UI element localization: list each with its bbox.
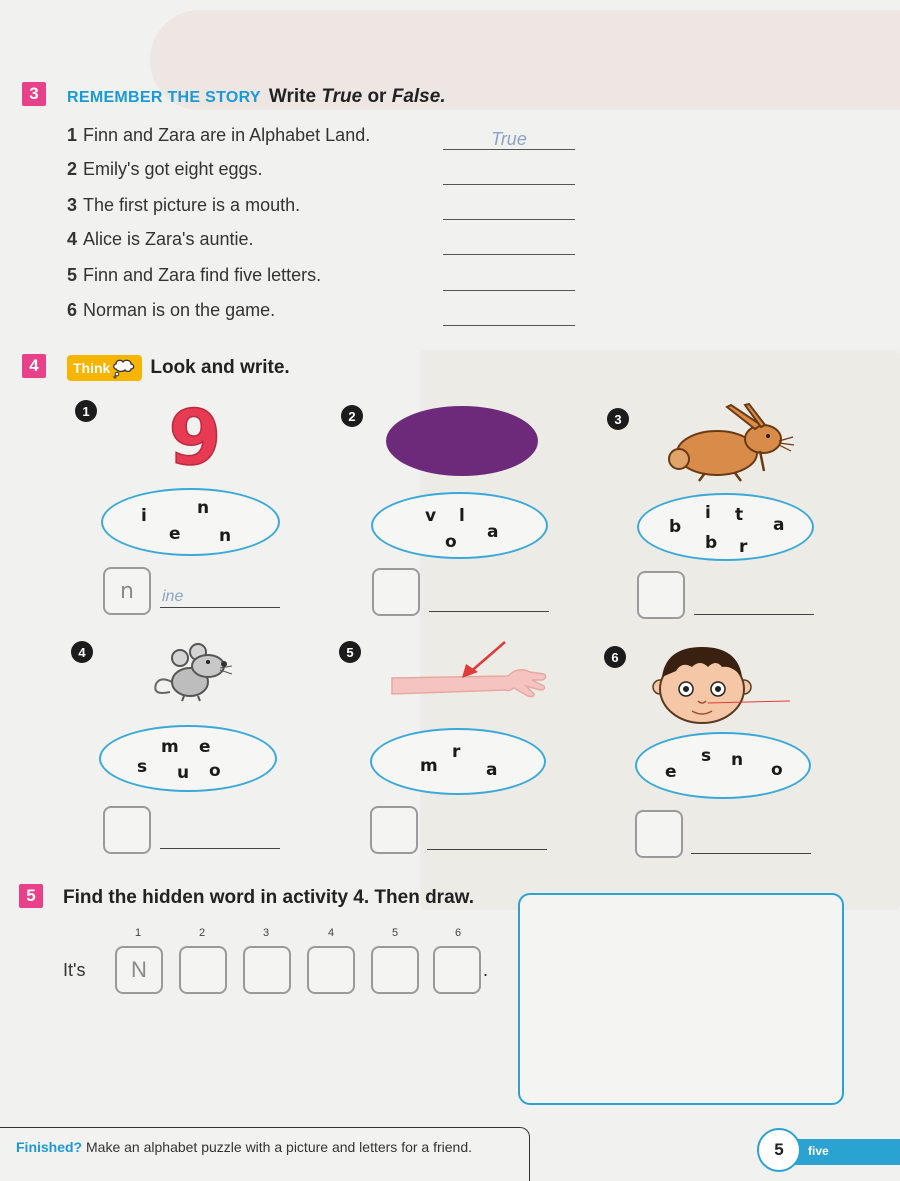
letter-oval: e s n o — [635, 732, 811, 799]
question-row: 1 Finn and Zara are in Alphabet Land. — [67, 125, 371, 145]
activity-3-header — [67, 86, 446, 108]
hidden-word-box[interactable] — [433, 946, 481, 994]
think-badge: Think — [67, 355, 142, 381]
item-number: 5 — [339, 641, 361, 663]
mouse-picture — [150, 640, 240, 702]
word-write-line[interactable] — [691, 832, 811, 854]
activity-4-header — [67, 355, 290, 381]
word-write-line[interactable] — [160, 827, 280, 849]
page-number-word: five — [808, 1144, 829, 1158]
box-number: 6 — [455, 927, 462, 939]
question-row: 3 The first picture is a mouth. — [67, 195, 301, 215]
first-letter-box[interactable] — [637, 571, 685, 619]
first-letter-box[interactable] — [103, 806, 151, 854]
page-number: 5 — [757, 1128, 801, 1172]
activity-4-instruction: Look and write. — [150, 357, 290, 378]
answer-field[interactable] — [443, 233, 575, 255]
item-number: 3 — [607, 408, 629, 430]
answer-field[interactable] — [443, 269, 575, 291]
answer-field[interactable] — [443, 198, 575, 220]
letter-oval: b i t a b r — [637, 493, 814, 561]
answer-field[interactable] — [443, 163, 575, 185]
activity-3-instruction: Write True or False. — [268, 86, 446, 107]
hidden-word-box[interactable] — [243, 946, 291, 994]
question-row: 6 Norman is on the game. — [67, 300, 276, 320]
question-row: 5 Finn and Zara find five letters. — [67, 265, 322, 285]
letter-oval: m e s u o — [99, 725, 277, 792]
hidden-word-box[interactable] — [307, 946, 355, 994]
box-number: 1 — [135, 927, 142, 939]
activity-5-number-badge: 5 — [19, 884, 43, 908]
purple-oval-picture — [385, 405, 540, 477]
first-letter-box[interactable] — [370, 806, 418, 854]
letter-oval: v l o a — [371, 492, 548, 559]
word-write-line[interactable] — [427, 828, 547, 850]
word-write-line[interactable] — [694, 593, 814, 615]
word-write-line[interactable] — [429, 590, 549, 612]
first-letter-box[interactable]: n — [103, 567, 151, 615]
activity-5-instruction: Find the hidden word in activity 4. Then draw. — [63, 887, 474, 908]
drawing-area[interactable] — [518, 893, 844, 1105]
number-nine-picture — [160, 398, 230, 472]
question-row: 2 Emily's got eight eggs. — [67, 159, 263, 179]
item-number: 2 — [341, 405, 363, 427]
question-row: 4 Alice is Zara's auntie. — [67, 229, 254, 249]
activity-4-number-badge: 4 — [22, 354, 46, 378]
item-number: 6 — [604, 646, 626, 668]
its-suffix: . — [483, 960, 489, 980]
box-number: 4 — [328, 927, 335, 939]
hidden-word-box[interactable]: N — [115, 946, 163, 994]
hidden-word-box[interactable] — [371, 946, 419, 994]
boy-face-picture — [652, 645, 792, 725]
finished-prompt: Finished? Make an alphabet puzzle with a picture and letters for a friend. — [16, 1139, 473, 1155]
answer-field[interactable] — [443, 304, 575, 326]
thought-bubble-icon — [112, 357, 136, 379]
svg-text:9: 9 — [168, 398, 222, 472]
letter-oval: m r a — [370, 728, 546, 795]
word-write-line[interactable]: ine — [160, 586, 280, 608]
first-letter-box[interactable] — [372, 568, 420, 616]
answer-field[interactable]: True — [443, 128, 575, 150]
box-number: 2 — [199, 927, 206, 939]
item-number: 4 — [71, 641, 93, 663]
first-letter-box[interactable] — [635, 810, 683, 858]
letter-oval: i n e n — [101, 488, 280, 556]
arm-picture — [390, 640, 550, 712]
its-prefix: It's — [63, 960, 86, 980]
hidden-word-box[interactable] — [179, 946, 227, 994]
box-number: 5 — [392, 927, 399, 939]
item-number: 1 — [75, 400, 97, 422]
activity-3-heading: REMEMBER THE STORY — [67, 89, 261, 106]
activity-3-number-badge: 3 — [22, 82, 46, 106]
box-number: 3 — [263, 927, 270, 939]
rabbit-picture — [665, 403, 800, 483]
